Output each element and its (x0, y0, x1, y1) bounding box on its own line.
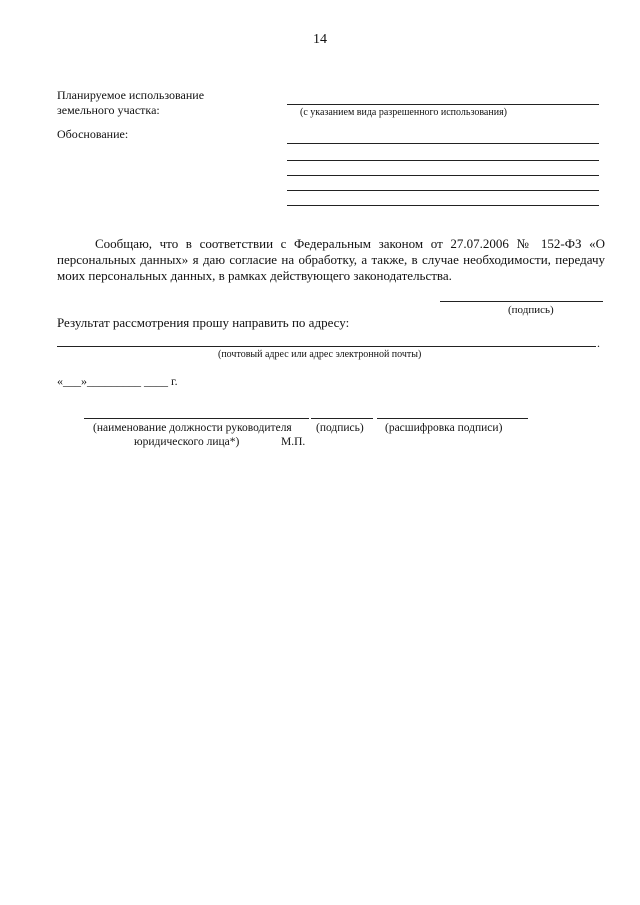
land-use-label-line2: земельного участка: (57, 103, 160, 117)
decoding-caption: (расшифровка подписи) (385, 422, 503, 434)
consent-signature-line[interactable] (440, 301, 603, 302)
seal-mark: М.П. (281, 436, 306, 448)
consent-paragraph: Сообщаю, что в соответствии с Федеральным законом от 27.07.2006 № 152-ФЗ «О персональных данных» я даю согласие на обработку, а также, в случае необходимости, передачу моих персональных данных, в рамках действующего законодательства. (57, 236, 605, 283)
land-use-label-line1: Планируемое использование (57, 88, 205, 102)
position-caption-line2: юридического лица*) (134, 436, 240, 448)
justification-fill-line-4[interactable] (287, 190, 599, 191)
result-address-end-mark: . (597, 336, 600, 350)
page-number: 14 (313, 32, 327, 47)
land-use-fill-line[interactable] (287, 104, 599, 105)
land-use-caption: (с указанием вида разрешенного использования) (300, 107, 508, 118)
justification-label: Обоснование: (57, 127, 129, 141)
justification-fill-line-5[interactable] (287, 205, 599, 206)
result-address-caption: (почтовый адрес или адрес электронной почты) (218, 349, 422, 360)
position-fill-line[interactable] (84, 418, 309, 419)
date-line[interactable] (57, 374, 178, 389)
result-address-label: Результат рассмотрения прошу направить по адресу: (57, 315, 350, 330)
consent-signature-caption: (подпись) (508, 304, 554, 316)
decoding-fill-line[interactable] (377, 418, 528, 419)
date-month-blank[interactable]: _________ (87, 374, 141, 388)
date-open-quote: « (57, 374, 63, 388)
land-use-label (57, 88, 204, 118)
justification-fill-line-1[interactable] (287, 143, 599, 144)
date-year-suffix: г. (171, 374, 178, 388)
signature-fill-line[interactable] (311, 418, 373, 419)
position-caption-line1: (наименование должности руководителя (93, 422, 292, 434)
result-address-fill-line[interactable] (57, 346, 596, 347)
date-close-quote: » (81, 374, 87, 388)
justification-fill-line-3[interactable] (287, 175, 599, 176)
date-day-blank[interactable]: ___ (63, 374, 81, 388)
date-year-blank[interactable]: ____ (144, 374, 168, 388)
signature-caption: (подпись) (316, 422, 364, 434)
justification-fill-line-2[interactable] (287, 160, 599, 161)
